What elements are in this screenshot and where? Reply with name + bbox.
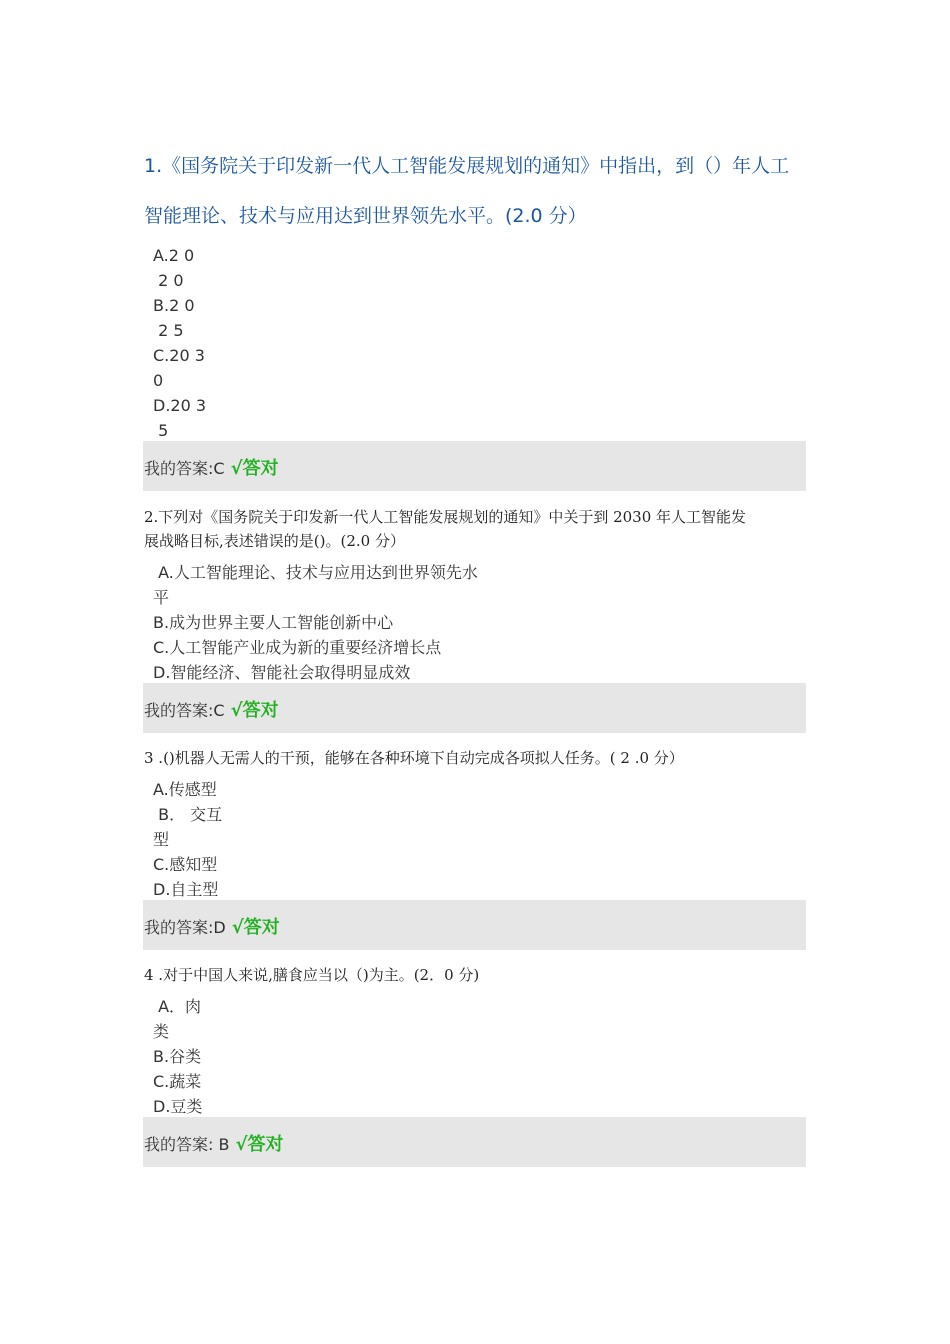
question-1-option: C.20 3	[153, 346, 205, 365]
correct-badge: √答对	[230, 458, 279, 479]
question-1-option: D.20 3	[153, 396, 207, 415]
question-2-option: D.智能经济、智能社会取得明显成效	[153, 663, 411, 682]
question-2-title: 2.下列对《国务院关于印发新一代人工智能发展规划的通知》中关于到 2030 年人工智能发	[144, 508, 747, 526]
question-2-answer-bar	[143, 683, 806, 733]
question-1-option: 0	[153, 371, 164, 390]
question-1-title: 1.《国务院关于印发新一代人工智能发展规划的通知》中指出，到（）年人工	[144, 155, 790, 177]
question-1-option: A.2 0	[153, 246, 195, 265]
question-2-option: A.人工智能理论、技术与应用达到世界领先水	[153, 563, 478, 582]
correct-badge: √答对	[230, 700, 279, 721]
question-1-option: 2 5	[153, 321, 184, 340]
question-4-answer-bar	[143, 1117, 806, 1167]
question-1-title-continued: 智能理论、技术与应用达到世界领先水平。(2.0 分）	[144, 205, 587, 227]
correct-badge: √答对	[235, 1134, 284, 1155]
question-1-option: 2 0	[153, 271, 184, 290]
question-4-title: 4 .对于中国人来说,膳食应当以（)为主。(2．0 分)	[144, 966, 480, 984]
my-answer-label: 我的答案:D	[144, 918, 226, 937]
question-3-option: 型	[153, 830, 170, 849]
question-2-title-continued: 展战略目标,表述错误的是()。(2.0 分）	[144, 532, 405, 550]
question-4-option: 类	[153, 1022, 170, 1041]
answer-line	[144, 1130, 283, 1156]
question-3-option: B． 交互	[153, 805, 223, 824]
question-3-option: C.感知型	[153, 855, 218, 874]
question-4-option: A．肉	[153, 997, 202, 1016]
question-2-option: B.成为世界主要人工智能创新中心	[153, 613, 394, 632]
question-4-option: D.豆类	[153, 1097, 203, 1116]
my-answer-label: 我的答案: B	[144, 1135, 230, 1154]
question-3-answer-bar	[143, 900, 806, 950]
answer-line	[144, 913, 280, 939]
question-1-answer-bar	[143, 441, 806, 491]
question-3-option: A.传感型	[153, 780, 217, 799]
question-3-option: D.自主型	[153, 880, 219, 899]
question-1-option: 5	[153, 421, 169, 440]
answer-line	[144, 696, 279, 722]
question-3-title: 3 .()机器人无需人的干预，能够在各种环境下自动完成各项拟人任务。( 2 .0 分）	[144, 749, 684, 767]
question-4-option: C.蔬菜	[153, 1072, 202, 1091]
question-2-option: C.人工智能产业成为新的重要经济增长点	[153, 638, 442, 657]
question-2-option: 平	[153, 588, 170, 607]
correct-badge: √答对	[231, 917, 280, 938]
my-answer-label: 我的答案:C	[144, 459, 225, 478]
answer-line	[144, 454, 279, 480]
my-answer-label: 我的答案:C	[144, 701, 225, 720]
question-1-option: B.2 0	[153, 296, 195, 315]
question-4-option: B.谷类	[153, 1047, 202, 1066]
